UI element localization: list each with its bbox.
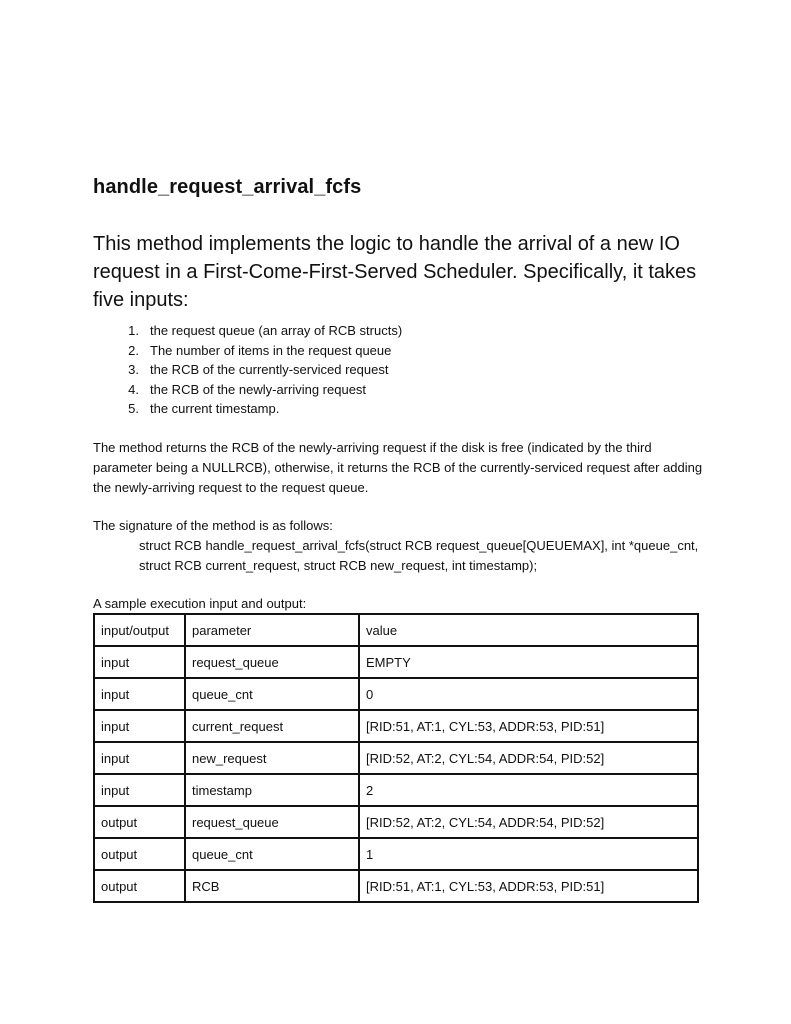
table-cell: timestamp [185,774,359,806]
table-cell: request_queue [185,806,359,838]
table-cell: request_queue [185,646,359,678]
table-cell: 2 [359,774,698,806]
table-header-cell: value [359,614,698,646]
signature-label: The signature of the method is as follows: [93,518,333,533]
list-item-text: the request queue (an array of RCB structs) [150,323,403,338]
sample-io-table [93,613,699,903]
table-cell: input [94,646,185,678]
table-cell: input [94,710,185,742]
table-row [94,806,698,838]
table-cell: current_request [185,710,359,742]
list-item-number: 1. [128,323,139,338]
table-row [94,774,698,806]
list-item-text: the current timestamp. [150,401,280,416]
table-row [94,870,698,902]
list-item [93,360,402,380]
list-item-number: 5. [128,401,139,416]
table-cell: input [94,774,185,806]
list-item [93,399,402,419]
table-cell: queue_cnt [185,678,359,710]
table-cell: queue_cnt [185,838,359,870]
table-row [94,710,698,742]
list-item-number: 3. [128,362,139,377]
table-row [94,838,698,870]
inputs-list [93,321,402,419]
list-item [93,380,402,400]
table-cell: input [94,742,185,774]
table-cell: EMPTY [359,646,698,678]
table-cell: [RID:51, AT:1, CYL:53, ADDR:53, PID:51] [359,870,698,902]
list-item-number: 4. [128,381,139,397]
list-item [93,321,402,341]
list-item-number: 2. [128,342,139,358]
table-cell: RCB [185,870,359,902]
table-row [94,742,698,774]
table-cell: output [94,870,185,902]
intro-paragraph: This method implements the logic to handle the arrival of a new IO request in a First-Come-First-Served Scheduler. Specifically, it takes five inputs: [93,233,697,311]
table-cell: [RID:51, AT:1, CYL:53, ADDR:53, PID:51] [359,710,698,742]
table-row [94,646,698,678]
list-item-text: the RCB of the currently-serviced request [150,362,389,377]
list-item [93,341,402,361]
list-item-text: the RCB of the newly-arriving request [150,381,367,397]
signature-code: struct RCB handle_request_arrival_fcfs(struct RCB request_queue[QUEUEMAX], int *queue_cnt, struct RCB current_request, struct RCB new_request, int timestamp); [139,538,699,573]
table-cell: new_request [185,742,359,774]
table-cell: 0 [359,678,698,710]
returns-paragraph: The method returns the RCB of the newly-arriving request if the disk is free (indicated by the third parameter being a NULLRCB), otherwise, it returns the RCB of the currently-serviced request after adding the newly-arriving request to the request queue. [93,440,703,495]
table-cell: output [94,806,185,838]
table-header-cell: input/output [94,614,185,646]
table-header-row [94,614,698,646]
list-item-text: The number of items in the request queue [150,342,392,358]
table-cell: [RID:52, AT:2, CYL:54, ADDR:54, PID:52] [359,742,698,774]
method-title: handle_request_arrival_fcfs [93,176,362,198]
table-header-cell: parameter [185,614,359,646]
table-cell: input [94,678,185,710]
table-cell: 1 [359,838,698,870]
table-row [94,678,698,710]
sample-label: A sample execution input and output: [93,596,307,611]
table-cell: output [94,838,185,870]
table-cell: [RID:52, AT:2, CYL:54, ADDR:54, PID:52] [359,806,698,838]
